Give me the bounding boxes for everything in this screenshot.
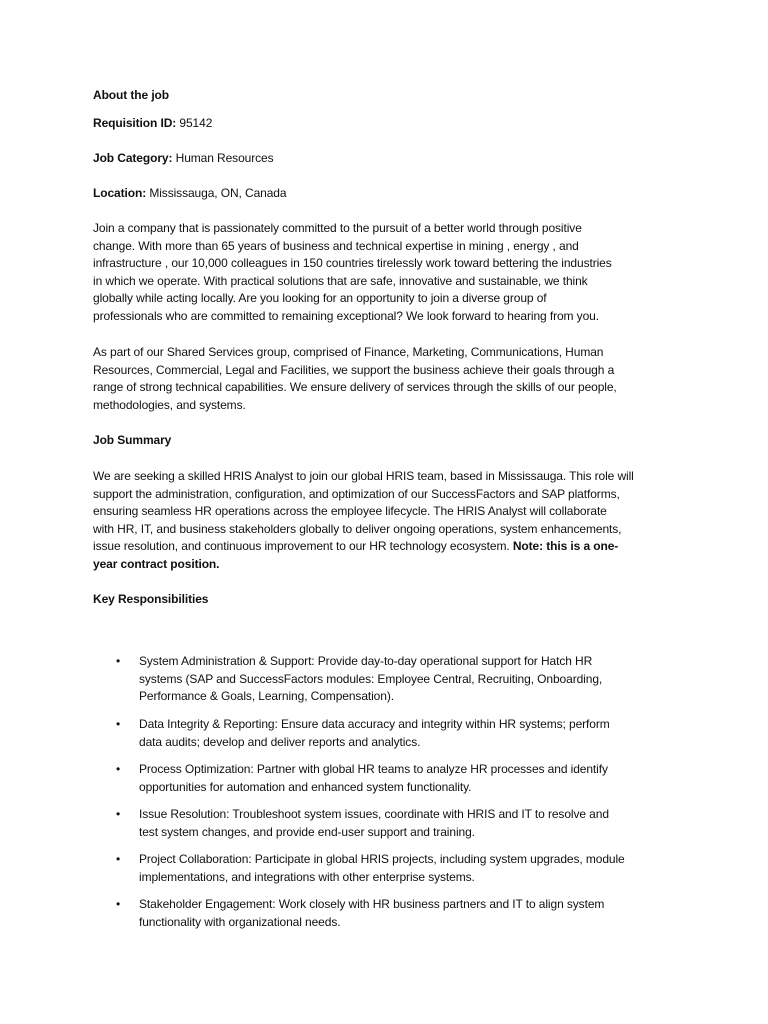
summary-paragraph: We are seeking a skilled HRIS Analyst to join our global HRIS team, based in Mississauga. This role will support the administration, configuration, and optimization of our SuccessFactors and SAP platforms, ensuring seamless HR operations across the employee lifecycle. The HRIS Analyst will collaborate with HR, IT, and business stakeholders globally to deliver ongoing operations, system enhancements, issue resolution, and continuous improvement to our HR technology ecosystem. Note: this is a one- year contract position. — [93, 468, 634, 574]
responsibility-line: opportunities for automation and enhanced system functionality. — [139, 779, 472, 794]
responsibility-line: System Administration & Support: Provide day-to-day operational support for Hatch HR — [139, 654, 593, 668]
job-location: Location: Mississauga, ON, Canada — [93, 186, 287, 200]
job-category: Job Category: Human Resources — [93, 151, 274, 165]
bullet-icon: • — [116, 807, 121, 821]
requisition-id: Requisition ID: 95142 — [93, 116, 213, 130]
intro-paragraph: Join a company that is passionately committed to the pursuit of a better world through positive change. With more than 65 years of business and technical expertise in mining , energy , and infrastructure , our 10,000 colleagues in 150 countries tirelessly work toward bettering the industries in which we operate. With practical solutions that are safe, innovative and sustainable, we think globally while acting locally. Are you looking for an opportunity to join a diverse group of professionals who are committed to remaining exceptional? We look forward to hearing from you. — [93, 221, 612, 323]
responsibility-text — [139, 761, 608, 796]
responsibility-line: Process Optimization: Partner with global HR teams to analyze HR processes and identify — [139, 762, 608, 776]
responsibility-text — [139, 653, 602, 706]
responsibility-line: Data Integrity & Reporting: Ensure data accuracy and integrity within HR systems; perform — [139, 717, 610, 731]
responsibility-line: Issue Resolution: Troubleshoot system issues, coordinate with HRIS and IT to resolve and — [139, 807, 609, 821]
section-heading-responsibilities: Key Responsibilities — [93, 592, 209, 606]
responsibility-line: functionality with organizational needs. — [139, 914, 341, 929]
bullet-icon: • — [116, 654, 121, 668]
shared-services-paragraph: As part of our Shared Services group, comprised of Finance, Marketing, Communications, Human Resources, Commercial, Legal and Facilities, we support the business achieve their goals through a range of strong technical capabilities. We ensure delivery of services through the skills of our people, methodologies, and systems. — [93, 345, 617, 412]
responsibility-line: implementations, and integrations with other enterprise systems. — [139, 869, 475, 884]
responsibility-line: Project Collaboration: Participate in global HRIS projects, including system upgrades, module — [139, 852, 625, 866]
bullet-icon: • — [116, 852, 121, 866]
bullet-icon: • — [116, 717, 121, 731]
bullet-icon: • — [116, 762, 121, 776]
responsibility-text — [139, 851, 625, 886]
section-heading-summary: Job Summary — [93, 433, 172, 447]
responsibility-line: Stakeholder Engagement: Work closely with HR business partners and IT to align system — [139, 897, 605, 911]
contract-note-end: year contract position. — [93, 556, 220, 571]
responsibility-text — [139, 716, 610, 751]
responsibility-text — [139, 806, 609, 841]
contract-note: Note: this is a one- — [512, 539, 619, 554]
responsibility-line: Performance & Goals, Learning, Compensation). — [139, 689, 394, 704]
bullet-icon: • — [116, 897, 121, 911]
section-heading-about: About the job — [93, 88, 170, 102]
responsibility-line: systems (SAP and SuccessFactors modules: Employee Central, Recruiting, Onboarding, — [139, 671, 603, 686]
responsibility-line: test system changes, and provide end-user support and training. — [139, 824, 475, 839]
responsibility-text — [139, 896, 604, 931]
responsibility-line: data audits; develop and deliver reports and analytics. — [139, 734, 421, 749]
